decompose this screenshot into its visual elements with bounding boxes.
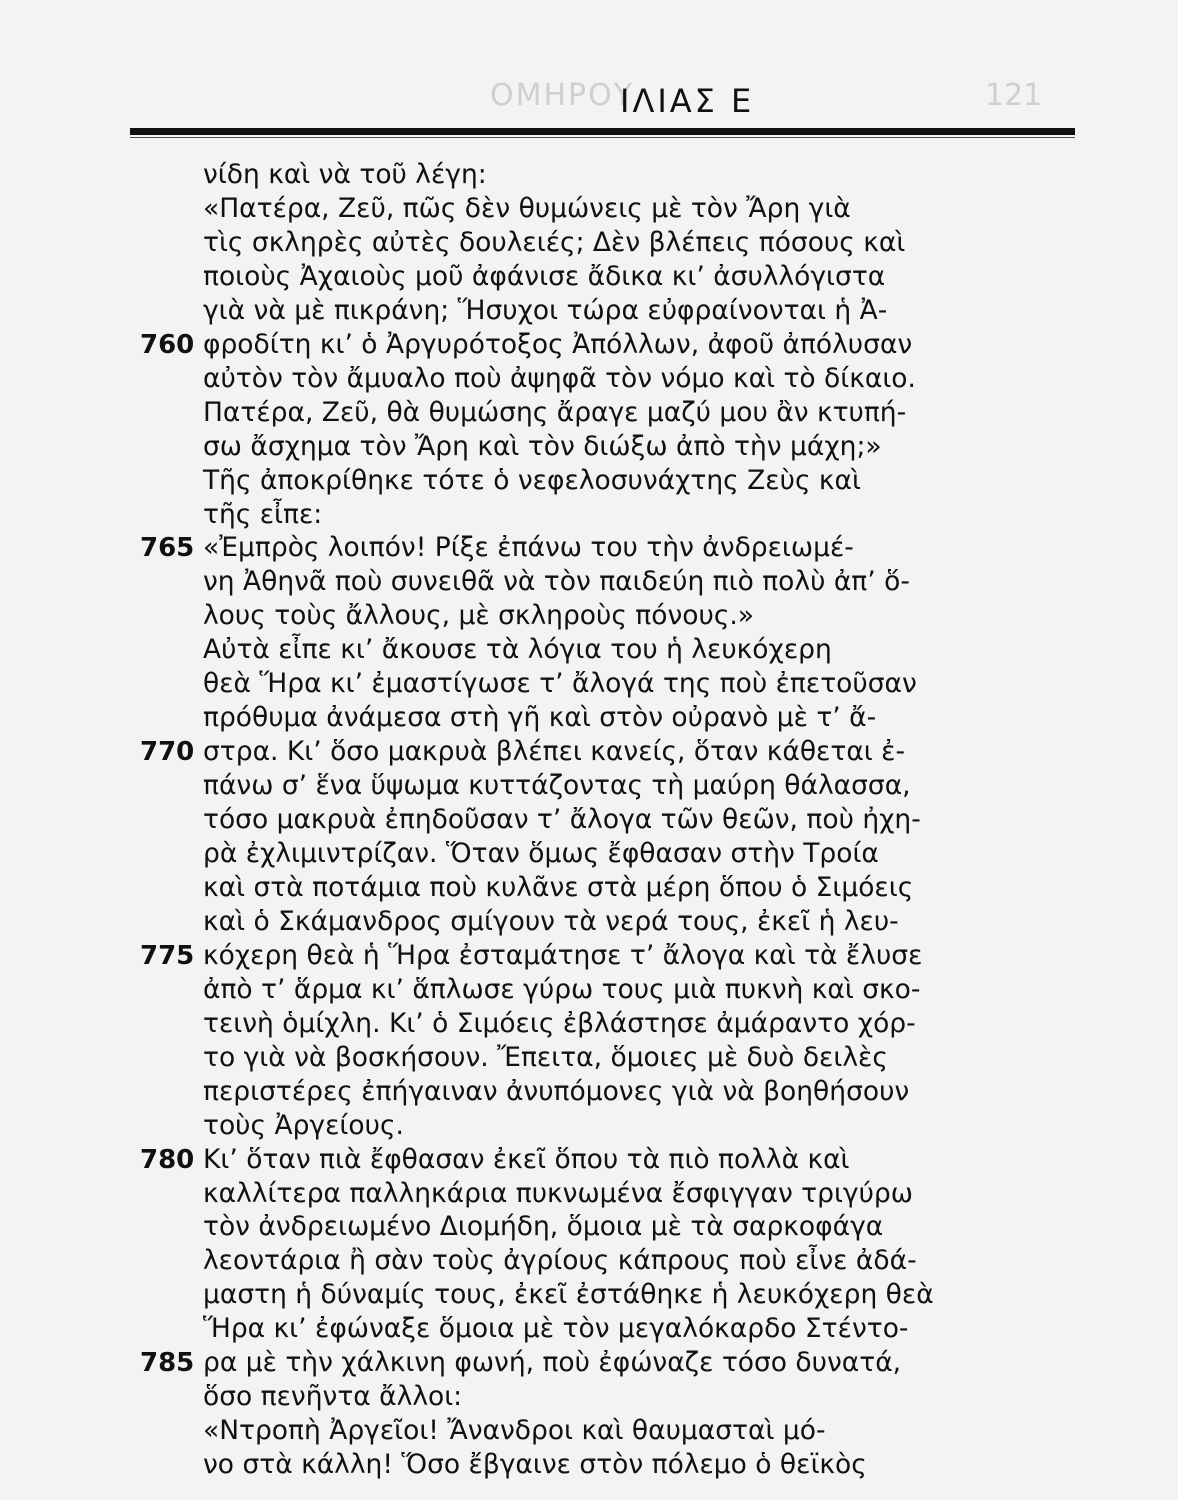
text-line: κόχερη θεὰ ἡ Ἥρα ἐσταμάτησε τ’ ἄλογα καὶ τὰ ἔλυσε [203, 939, 923, 971]
text-line: «Πατέρα, Ζεῦ, πῶς δὲν θυμώνεις μὲ τὸν Ἄρη γιὰ [203, 192, 851, 224]
text-line: Ἥρα κι’ ἐφώναξε ὅμοια μὲ τὸν μεγαλόκαρδο Στέντο- [203, 1313, 909, 1345]
text-line: πάνω σ’ ἕνα ὕψωμα κυττάζοντας τὴ μαύρη θάλασσα, [203, 770, 911, 802]
bleed-through-page-number: 121 [985, 78, 1043, 113]
text-line: λους τοὺς ἄλλους, μὲ σκληροὺς πόνους.» [203, 600, 755, 632]
verse-line-number: 765 [140, 533, 195, 564]
text-line: γιὰ νὰ μὲ πικράνη; Ἥσυχοι τώρα εὐφραίνονται ἡ Ἀ- [203, 294, 888, 326]
text-line: σω ἄσχημα τὸν Ἄρη καὶ τὸν διώξω ἀπὸ τὴν μάχη;» [203, 430, 882, 462]
text-line: καὶ ὁ Σκάμανδρος σμίγουν τὰ νερά τους, ἐκεῖ ἡ λευ- [203, 905, 899, 937]
header-rule [130, 128, 1075, 135]
text-line: Πατέρα, Ζεῦ, θὰ θυμώσης ἄραγε μαζύ μου ἂν κτυπή- [203, 396, 907, 428]
text-line: τοὺς Ἀργείους. [203, 1109, 404, 1141]
text-line: πρόθυμα ἀνάμεσα στὴ γῆ καὶ στὸν οὐρανὸ μὲ τ’ ἄ- [203, 702, 877, 734]
header-rule-thin [130, 137, 1075, 138]
text-line: «Ντροπὴ Ἀργεῖοι! Ἄνανδροι καὶ θαυμασταὶ μό- [203, 1415, 826, 1447]
text-line: καὶ στὰ ποτάμια ποὺ κυλᾶνε στὰ μέρη ὅπου ὁ Σιμόεις [203, 871, 914, 903]
verse-line-number: 785 [140, 1348, 195, 1379]
text-line: τόσο μακρυὰ ἐπηδοῦσαν τ’ ἄλογα τῶν θεῶν, ποὺ ἠχη- [203, 804, 921, 836]
verse-line-number: 780 [140, 1144, 195, 1175]
text-line: καλλίτερα παλληκάρια πυκνωμένα ἔσφιγγαν τριγύρω [203, 1177, 913, 1209]
text-line: στρα. Κι’ ὅσο μακρυὰ βλέπει κανείς, ὅταν κάθεται ἐ- [203, 736, 906, 768]
verse-line-number: 760 [140, 329, 195, 360]
text-line: ἀπὸ τ’ ἅρμα κι’ ἅπλωσε γύρω τους μιὰ πυκνὴ καὶ σκο- [203, 973, 921, 1005]
text-line: «Ἐμπρὸς λοιπόν! Ρίξε ἐπάνω του τὴν ἀνδρειωμέ- [203, 532, 854, 564]
text-line: ρα μὲ τὴν χάλκινη φωνή, ποὺ ἐφώναζε τόσο δυνατά, [203, 1347, 902, 1379]
text-line: Αὐτὰ εἶπε κι’ ἄκουσε τὰ λόγια του ἡ λευκόχερη [203, 634, 832, 666]
text-line: θεὰ Ἥρα κι’ ἐμαστίγωσε τ’ ἄλογά της ποὺ ἐπετοῦσαν [203, 668, 917, 700]
bleed-through-title: ΟΜΗΡΟΥ [490, 78, 635, 113]
text-line: περιστέρες ἐπήγαιναν ἀνυπόμονες γιὰ νὰ βοηθήσουν [203, 1075, 910, 1107]
text-line: νο στὰ κάλλη! Ὅσο ἔβγαινε στὸν πόλεμο ὁ θεϊκὸς [203, 1449, 867, 1481]
text-line: τεινὴ ὁμίχλη. Κι’ ὁ Σιμόεις ἐβλάστησε ἀμάραντο χόρ- [203, 1007, 916, 1039]
text-line: ὅσο πενῆντα ἄλλοι: [203, 1381, 463, 1413]
text-line: μαστη ἡ δύναμίς τους, ἐκεῖ ἐστάθηκε ἡ λευκόχερη θεὰ [203, 1279, 934, 1311]
text-line: Κι’ ὅταν πιὰ ἔφθασαν ἐκεῖ ὅπου τὰ πιὸ πολλὰ καὶ [203, 1143, 850, 1175]
text-line: νη Ἀθηνᾶ ποὺ συνειθᾶ νὰ τὸν παιδεύη πιὸ πολὺ ἀπ’ ὅ- [203, 566, 910, 598]
text-line: το γιὰ νὰ βοσκήσουν. Ἔπειτα, ὅμοιες μὲ δυὸ δειλὲς [203, 1041, 888, 1073]
running-header: ΙΛΙΑΣ Ε [620, 82, 755, 120]
text-line: τὸν ἀνδρειωμένο Διομήδη, ὅμοια μὲ τὰ σαρκοφάγα [203, 1211, 884, 1243]
text-line: φροδίτη κι’ ὁ Ἀργυρότοξος Ἀπόλλων, ἀφοῦ ἀπόλυσαν [203, 328, 913, 360]
text-line: αὐτὸν τὸν ἄμυαλο ποὺ ἀψηφᾶ τὸν νόμο καὶ τὸ δίκαιο. [203, 362, 916, 394]
text-line: λεοντάρια ἢ σὰν τοὺς ἀγρίους κάπρους ποὺ εἶνε ἀδά- [203, 1245, 917, 1277]
verse-line-number: 775 [140, 940, 195, 971]
text-line: ποιοὺς Ἀχαιοὺς μοῦ ἀφάνισε ἄδικα κι’ ἀσυλλόγιστα [203, 260, 886, 292]
text-line: Τῆς ἀποκρίθηκε τότε ὁ νεφελοσυνάχτης Ζεὺς καὶ [203, 464, 861, 496]
verse-line-number: 770 [140, 737, 195, 768]
text-line: τῆς εἶπε: [203, 498, 323, 530]
text-line: νίδη καὶ νὰ τοῦ λέγη: [203, 159, 487, 190]
text-line: ρὰ ἐχλιμιντρίζαν. Ὅταν ὅμως ἔφθασαν στὴν Τροία [203, 838, 879, 869]
text-line: τὶς σκληρὲς αὐτὲς δουλειές; Δὲν βλέπεις πόσους καὶ [203, 226, 906, 258]
